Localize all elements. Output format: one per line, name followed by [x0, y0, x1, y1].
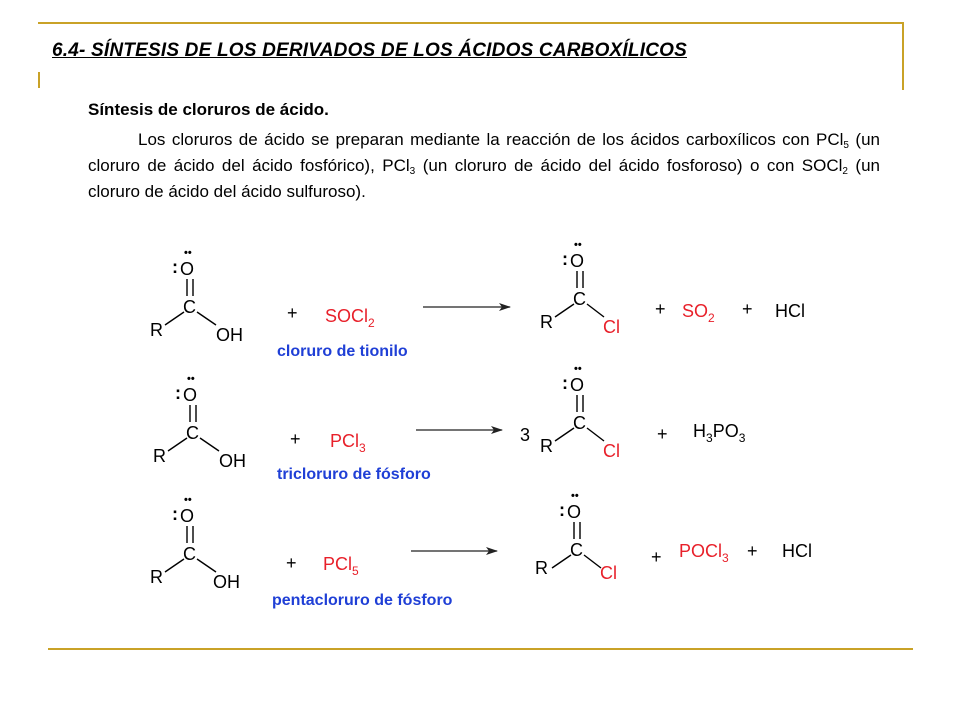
lone-pair-top: •• — [187, 373, 195, 385]
bond-line — [552, 555, 571, 568]
byproduct-formula: POCl$_3$ — [679, 541, 729, 565]
plus-sign: + — [747, 541, 758, 561]
lone-pair-top: •• — [184, 494, 192, 506]
bond-line — [165, 312, 184, 325]
bond-line — [584, 555, 601, 568]
atom-o: O — [183, 385, 198, 405]
lone-pair-top: •• — [574, 239, 582, 251]
atom-r: R — [153, 446, 166, 466]
reactant-acid-2 — [153, 373, 246, 471]
bond-line — [165, 559, 184, 572]
bond-line — [555, 428, 574, 441]
reagent-formula: SOCl$_2$ — [325, 306, 375, 330]
atom-c: C — [573, 413, 586, 433]
atom-r: R — [150, 567, 163, 587]
atom-c: C — [183, 544, 196, 564]
reaction-2 — [153, 363, 746, 483]
reagent-name: pentacloruro de fósforo — [272, 592, 453, 609]
lone-pair-side: : — [562, 249, 568, 269]
slide-title: 6.4- SÍNTESIS DE LOS DERIVADOS DE LOS ÁCIDOS CARBOXÍLICOS — [52, 40, 687, 61]
para-text-1: Los cloruros de ácido se preparan mediante la reacción de los ácidos carboxílicos con PCl — [138, 130, 844, 149]
atom-o: O — [180, 259, 195, 279]
plus-sign: + — [287, 303, 298, 323]
byproduct-hcl: HCl — [782, 541, 812, 561]
bond-line — [197, 312, 216, 325]
byproduct-formula: $SO_2$ — [682, 301, 715, 325]
atom-cl: Cl — [603, 441, 620, 461]
byproduct-formula: $H_3PO_3$ — [693, 421, 746, 445]
para-text-4: (un cloruro de ácido del ácido sulfuroso). — [88, 156, 880, 201]
bond-line — [587, 304, 604, 317]
bond-line — [197, 559, 216, 572]
atom-c: C — [183, 297, 196, 317]
lone-pair-top: •• — [571, 490, 579, 502]
lone-pair-top: •• — [574, 363, 582, 375]
bond-line — [555, 304, 574, 317]
atom-r: R — [535, 558, 548, 578]
bond-line — [168, 438, 187, 451]
reactant-acid-3 — [150, 494, 240, 592]
plus-sign: + — [290, 429, 301, 449]
reagent-name: tricloruro de fósforo — [277, 466, 431, 483]
atom-cl: Cl — [600, 563, 617, 583]
atom-o: O — [570, 375, 585, 395]
bond-line — [200, 438, 219, 451]
reagent-formula: PCl$_3$ — [330, 431, 366, 455]
reaction-1 — [150, 239, 805, 360]
atom-c: C — [573, 289, 586, 309]
plus-sign: + — [657, 424, 668, 444]
plus-sign: + — [651, 547, 662, 567]
atom-o: O — [567, 502, 582, 522]
lone-pair-side: : — [559, 500, 565, 520]
lone-pair-side: : — [175, 383, 181, 403]
product-acyl-chloride-2 — [540, 363, 620, 461]
atom-r: R — [540, 436, 553, 456]
product-acyl-chloride-3 — [535, 490, 617, 583]
reagent-name: cloruro de tionilo — [277, 343, 408, 360]
plus-sign: + — [742, 299, 753, 319]
atom-cl: Cl — [603, 317, 620, 337]
reaction-3 — [150, 490, 812, 609]
atom-r: R — [150, 320, 163, 340]
para-text-3: (un cloruro de ácido del ácido fosforoso) o con SOCl — [415, 156, 843, 175]
lone-pair-side: : — [562, 373, 568, 393]
atom-c: C — [186, 423, 199, 443]
para-sub-1: 5 — [843, 140, 849, 151]
atom-oh: OH — [216, 325, 243, 345]
para-sub-3: 2 — [842, 166, 848, 177]
atom-oh: OH — [219, 451, 246, 471]
atom-c: C — [570, 540, 583, 560]
section-heading: Síntesis de cloruros de ácido. — [88, 100, 329, 119]
plus-sign: + — [655, 299, 666, 319]
product-acyl-chloride-1 — [540, 239, 620, 337]
para-sub-2: 3 — [409, 166, 416, 177]
atom-o: O — [180, 506, 195, 526]
lone-pair-side: : — [172, 504, 178, 524]
plus-sign: + — [286, 553, 297, 573]
coefficient: 3 — [520, 425, 531, 445]
para-text-2: (un cloruro de ácido del ácido fosfórico), PCl — [88, 130, 880, 175]
byproduct-hcl: HCl — [775, 301, 805, 321]
lone-pair-side: : — [172, 257, 178, 277]
lone-pair-top: •• — [184, 247, 192, 259]
atom-r: R — [540, 312, 553, 332]
bond-line — [587, 428, 604, 441]
atom-oh: OH — [213, 572, 240, 592]
reactant-acid-1 — [150, 247, 243, 345]
atom-o: O — [570, 251, 585, 271]
reagent-formula: PCl$_5$ — [323, 554, 359, 578]
